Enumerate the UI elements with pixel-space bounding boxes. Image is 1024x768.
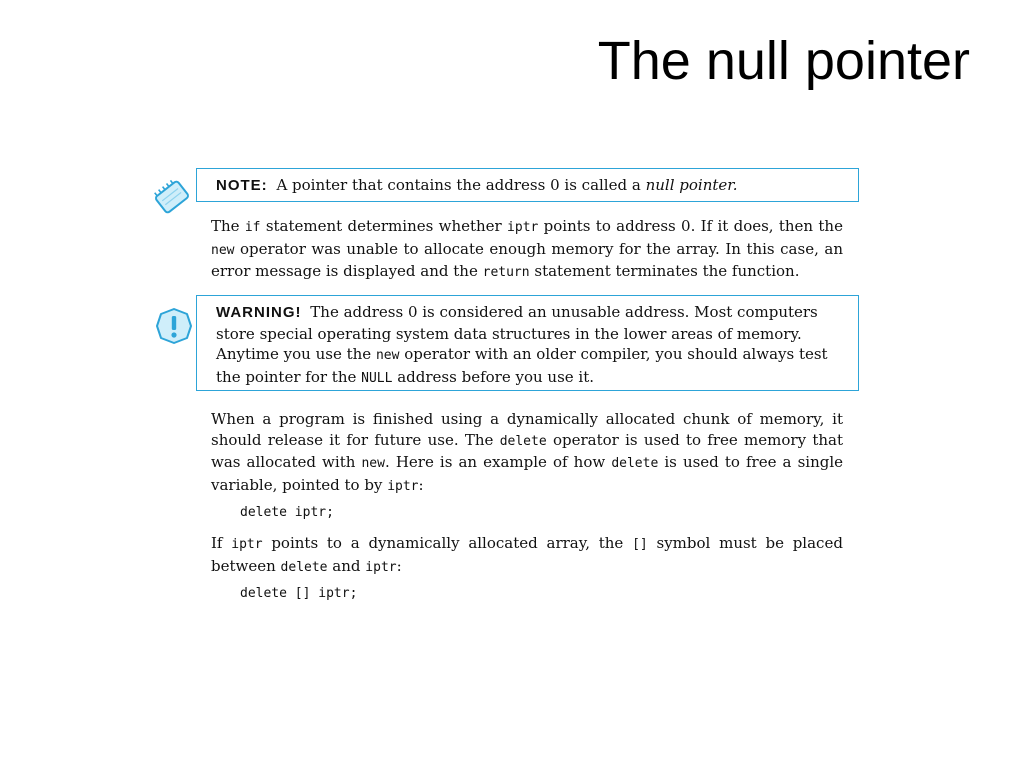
text-segment: . Here is an example of how <box>384 453 606 471</box>
code-term: new <box>361 456 385 471</box>
code-example-single: delete iptr; <box>240 505 334 520</box>
text-segment: address before you use it. <box>397 367 594 386</box>
text-segment: : <box>396 556 402 575</box>
slide-title: The null pointer <box>597 31 970 91</box>
note-callout <box>196 168 859 202</box>
text-segment: When a program is finished using a dynamically allocated chunk of memory, it should release it for future use. The <box>211 410 843 449</box>
text-segment: The address 0 is considered an unusable address. Most computers store special operating system data structures in the lower areas of memory. Anytime you use the <box>216 303 818 363</box>
text-segment: The <box>211 217 240 235</box>
text-segment: : <box>418 475 424 494</box>
code-term: [] <box>632 537 648 552</box>
code-term: iptr <box>507 220 539 235</box>
text-segment: operator is used to free memory that was allocated with <box>211 430 843 471</box>
code-term: delete <box>280 559 328 575</box>
paragraph-delete-operator <box>211 409 843 497</box>
text-segment: points to address 0. If it does, then the <box>543 217 843 235</box>
code-term: return <box>482 265 530 280</box>
code-term: new <box>211 242 235 258</box>
text-segment: operator with an older compiler, you should always test the pointer for the <box>216 345 828 386</box>
code-term: iptr <box>365 559 397 575</box>
warning-label: WARNING! <box>216 304 302 321</box>
text-segment: operator was unable to allocate enough memory for the array. In this case, an error message is displayed and the <box>211 239 843 280</box>
code-term: delete <box>499 433 547 449</box>
text-segment: If <box>211 534 223 552</box>
text-segment: is used to free a single variable, pointed to by <box>211 453 844 494</box>
text-segment: and <box>332 556 361 575</box>
code-term: if <box>244 220 261 235</box>
paragraph-if-statement <box>211 216 843 284</box>
text-segment: statement terminates the function. <box>534 262 800 280</box>
text-segment: points to a dynamically allocated array, the <box>271 534 624 552</box>
code-term: delete <box>611 456 659 471</box>
note-term: null pointer. <box>645 176 738 194</box>
text-segment: symbol must be placed between <box>211 534 843 575</box>
code-example-array: delete [] iptr; <box>240 586 358 601</box>
code-term: iptr <box>231 537 263 552</box>
exclamation-icon <box>154 306 194 346</box>
note-text: A pointer that contains the address 0 is called a <box>276 176 641 194</box>
warning-callout <box>196 295 859 391</box>
code-term: NULL <box>361 370 393 386</box>
code-term: iptr <box>387 478 419 494</box>
notepad-icon <box>149 174 195 220</box>
paragraph-delete-array <box>211 533 843 578</box>
code-term: new <box>375 348 400 363</box>
note-label: NOTE: <box>216 177 268 194</box>
text-segment: statement determines whether <box>265 217 502 235</box>
